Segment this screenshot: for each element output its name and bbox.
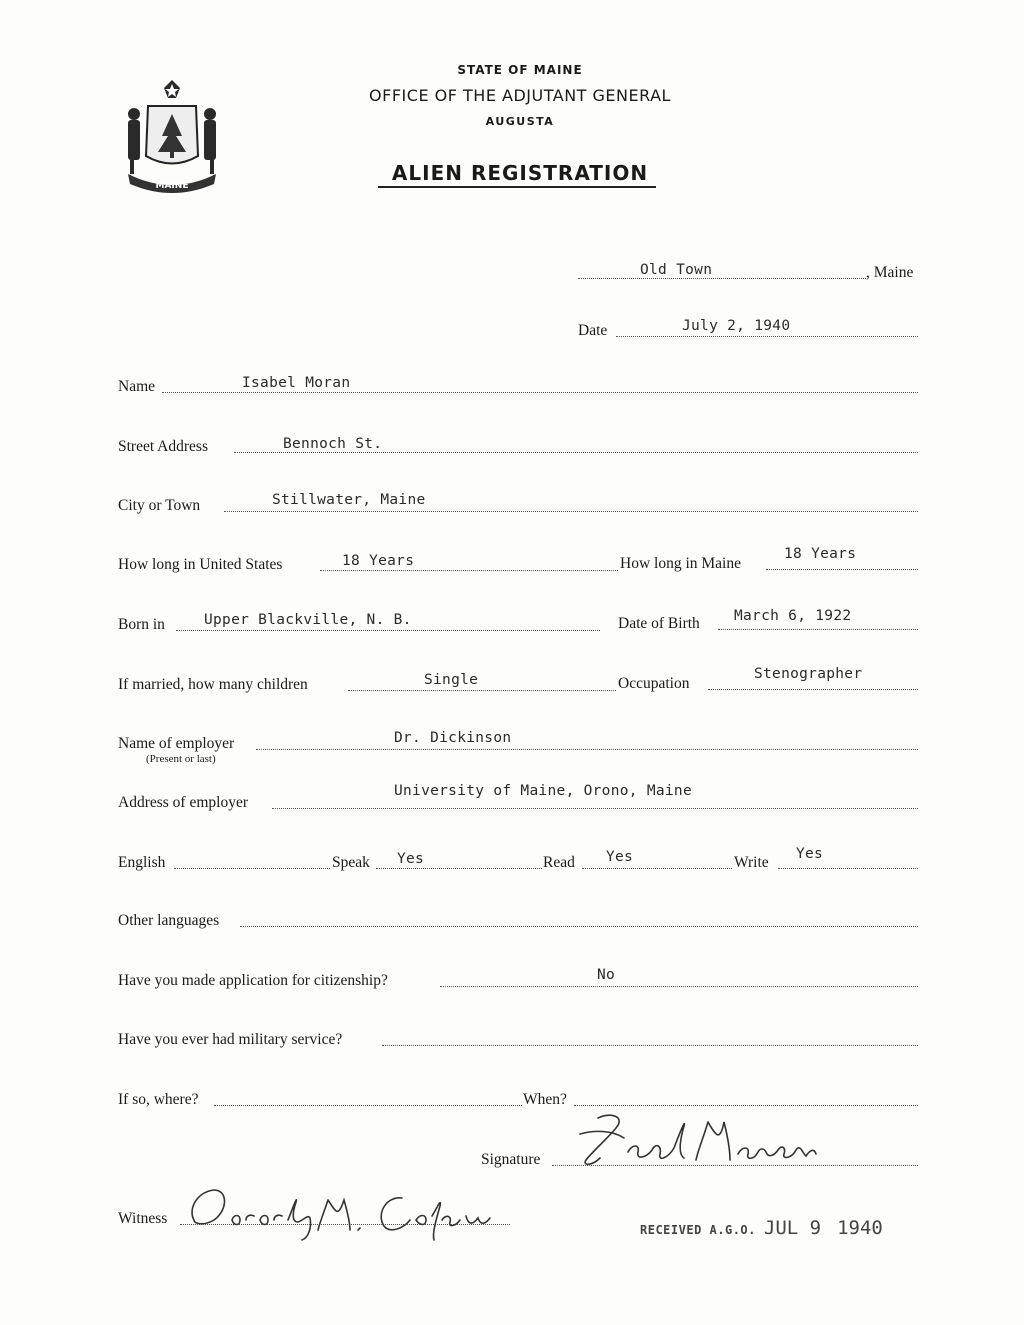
citizenship-label: Have you made application for citizenship?: [118, 972, 388, 989]
seal-text: MAINE: [155, 181, 189, 191]
name-value: Isabel Moran: [242, 375, 351, 391]
city-value: Stillwater, Maine: [272, 492, 426, 508]
write-value: Yes: [796, 846, 824, 862]
where-label: If so, where?: [118, 1091, 199, 1108]
maine-time-value: 18 Years: [784, 546, 857, 562]
date-line: [616, 336, 918, 337]
maine-time-label: How long in Maine: [620, 555, 741, 572]
received-stamp: [640, 1217, 883, 1239]
write-line: [778, 868, 918, 869]
street-value: Bennoch St.: [283, 436, 383, 452]
born-in-value: Upper Blackville, N. B.: [204, 612, 412, 628]
citizenship-value: No: [597, 967, 616, 983]
state-heading: STATE OF MAINE: [457, 63, 583, 77]
children-line: [348, 690, 616, 691]
place-line: [578, 278, 866, 279]
name-label: Name: [118, 378, 156, 395]
city-label: City or Town: [118, 497, 201, 514]
dob-value: March 6, 1922: [734, 608, 852, 624]
citizenship-line: [440, 986, 918, 987]
us-time-line: [320, 570, 618, 571]
english-label: English: [118, 854, 166, 871]
form-title: ALIEN REGISTRATION: [391, 161, 649, 185]
employer-label: Name of employer: [118, 735, 235, 752]
employer-line: [256, 749, 918, 750]
maine-time-line: [766, 569, 918, 570]
where-line: [214, 1105, 522, 1106]
title-underline: [378, 186, 656, 188]
born-in-label: Born in: [118, 616, 165, 633]
stamp-received: RECEIVED A.G.O.: [640, 1223, 756, 1237]
other-languages-label: Other languages: [118, 912, 220, 929]
date-label: Date: [578, 322, 608, 339]
write-label: Write: [734, 854, 769, 871]
us-time-label: How long in United States: [118, 556, 283, 573]
witness-signature-image: [180, 1180, 500, 1242]
occupation-label: Occupation: [618, 675, 690, 692]
military-label: Have you ever had military service?: [118, 1031, 343, 1048]
dob-label: Date of Birth: [618, 615, 700, 632]
occupation-value: Stenographer: [754, 666, 863, 682]
name-line: [162, 392, 918, 393]
employer-sublabel: (Present or last): [146, 753, 216, 765]
read-line: [582, 868, 732, 869]
other-languages-line: [240, 926, 918, 927]
speak-value: Yes: [397, 851, 425, 867]
place-suffix: , Maine: [866, 264, 914, 281]
street-line: [234, 452, 918, 453]
stamp-date: JUL 9: [763, 1217, 822, 1239]
dob-line: [718, 629, 918, 630]
read-value: Yes: [606, 849, 634, 865]
witness-label: Witness: [118, 1210, 168, 1227]
stamp-year: 1940: [837, 1217, 883, 1239]
when-label: When?: [523, 1091, 567, 1108]
signature-image: [570, 1108, 830, 1170]
us-time-value: 18 Years: [342, 553, 415, 569]
english-line: [174, 868, 330, 869]
employer-address-line: [272, 808, 918, 809]
occupation-line: [708, 689, 918, 690]
city-line: [224, 511, 918, 512]
employer-value: Dr. Dickinson: [394, 730, 512, 746]
place-value: Old Town: [640, 262, 713, 278]
military-line: [382, 1045, 918, 1046]
born-in-line: [176, 630, 600, 631]
employer-address-value: University of Maine, Orono, Maine: [394, 783, 692, 799]
when-line: [574, 1105, 918, 1106]
signature-label: Signature: [481, 1151, 541, 1168]
children-label: If married, how many children: [118, 676, 308, 693]
speak-line: [376, 868, 542, 869]
street-label: Street Address: [118, 438, 208, 455]
city-heading: AUGUSTA: [485, 115, 555, 128]
employer-address-label: Address of employer: [118, 794, 248, 811]
office-heading: OFFICE OF THE ADJUTANT GENERAL: [369, 86, 671, 105]
speak-label: Speak: [332, 854, 370, 871]
state-seal-icon: [118, 76, 226, 196]
date-value: July 2, 1940: [682, 318, 791, 334]
read-label: Read: [543, 854, 575, 871]
children-value: Single: [424, 672, 479, 688]
